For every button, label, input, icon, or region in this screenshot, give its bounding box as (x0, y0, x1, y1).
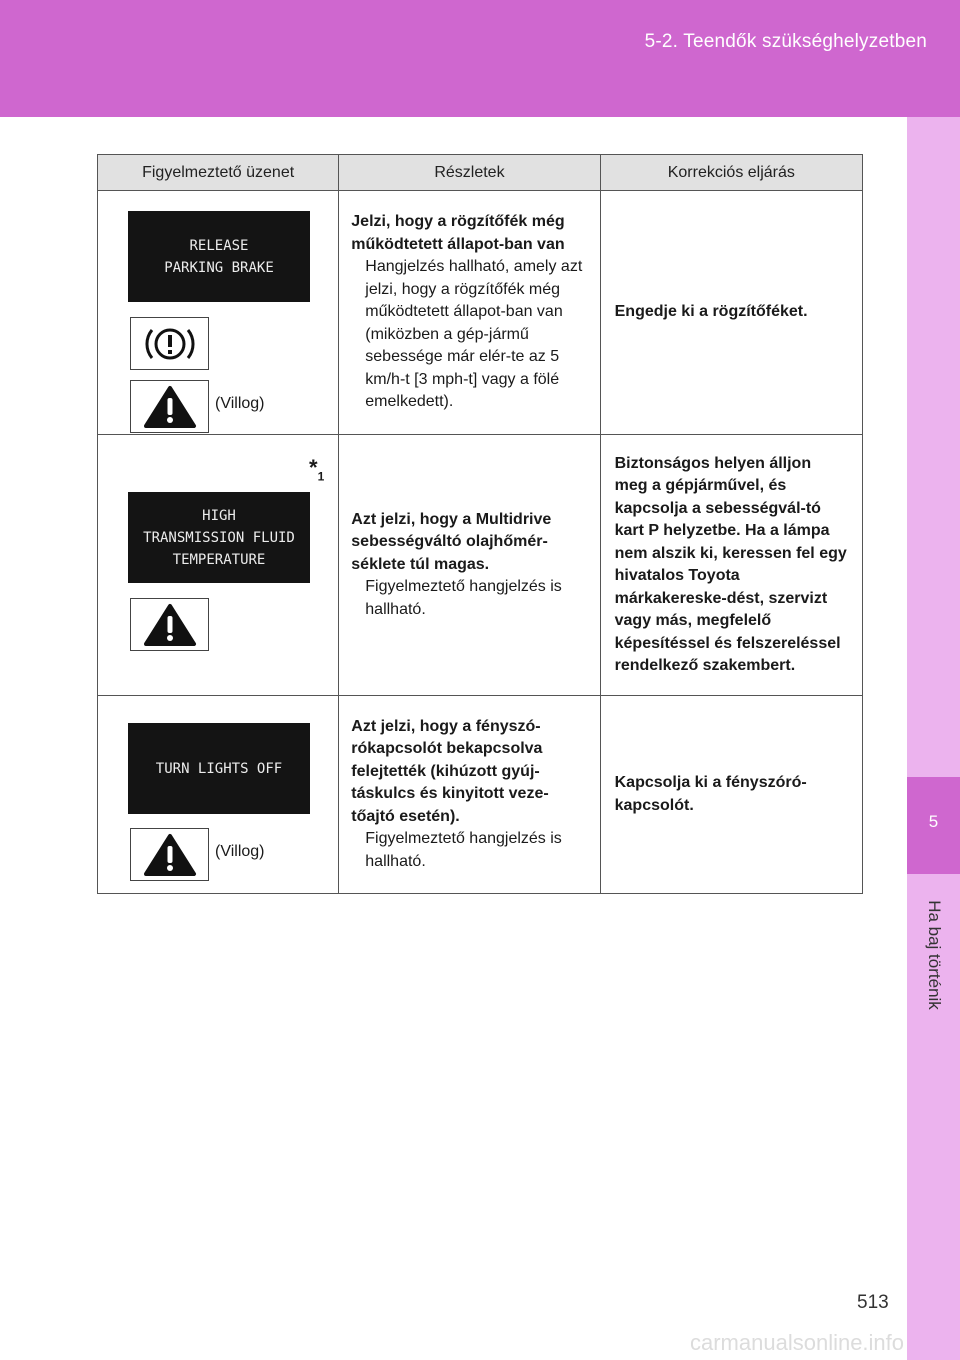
footnote-number: 1 (317, 469, 325, 484)
correction-cell: Biztonságos helyen álljon meg a gépjárművel, és kapcsolja a sebességvál-tó kart P helyzetbe. Ha a lámpa nem alszik ki, keressen fel egy hivatalos Toyota márkakereske-dést, szervizt vagy más, megfelelő képesítéssel és felszereléssel rendelkező szakembert. (600, 435, 862, 696)
master-warning-icon (130, 828, 209, 881)
blinking-note: (Villog) (215, 843, 265, 860)
brake-warning-icon (130, 317, 209, 370)
details-cell (339, 191, 600, 435)
details-note: Figyelmeztető hangjelzés is hallható. (365, 830, 562, 870)
display-release-parking-brake (128, 211, 310, 302)
message-cell (98, 191, 339, 435)
display-line: RELEASE (189, 237, 249, 254)
column-header-correction: Korrekciós eljárás (600, 155, 862, 191)
page-header (0, 0, 960, 117)
master-warning-icon (130, 380, 209, 433)
display-turn-lights-off (128, 723, 310, 814)
footnote-star: * (309, 455, 318, 480)
display-line: HIGH (202, 507, 236, 524)
page-number: 513 (857, 1292, 889, 1313)
display-line: TURN LIGHTS OFF (155, 760, 283, 777)
correction-cell: Kapcsolja ki a fényszóró-kapcsolót. (600, 696, 862, 894)
details-summary: Azt jelzi, hogy a Multidrive sebességváltó olajhőmér-séklete túl magas. (351, 510, 552, 573)
blinking-note: (Villog) (215, 395, 265, 412)
table-row (98, 191, 863, 435)
display-high-transmission-fluid-temperature (128, 492, 310, 583)
display-line: PARKING BRAKE (164, 259, 274, 276)
master-warning-icon (130, 598, 209, 651)
warning-message-table (97, 154, 863, 894)
message-cell (98, 435, 339, 696)
table-row (98, 696, 863, 894)
table-row (98, 435, 863, 696)
column-header-message: Figyelmeztető üzenet (98, 155, 339, 191)
chapter-label: Ha baj történik (925, 900, 944, 1010)
details-note: Hangjelzés hallható, amely azt jelzi, hogy a rögzítőfék még működtetett állapot-ban van (miközben a gép-jármű sebessége már elér-te az 5 km/h-t [3 mph-t] vagy a fölé emelkedett). (365, 258, 583, 411)
display-line: TRANSMISSION FLUID (143, 529, 295, 546)
chapter-number: 5 (907, 777, 960, 874)
details-note: Figyelmeztető hangjelzés is hallható. (365, 578, 562, 618)
chapter-side-tab (907, 117, 960, 1360)
details-cell (339, 696, 600, 894)
column-header-details: Részletek (339, 155, 600, 191)
message-cell (98, 696, 339, 894)
footnote-marker (309, 455, 324, 483)
details-cell (339, 435, 600, 696)
section-title: 5-2. Teendők szükséghelyzetben (644, 31, 927, 52)
details-summary: Azt jelzi, hogy a fényszó-rókapcsolót bekapcsolva felejtették (kihúzott gyúj-táskulcs és kinyitott veze-tőajtó esetén). (351, 717, 549, 825)
watermark: carmanualsonline.info (690, 1330, 905, 1355)
display-line: TEMPERATURE (172, 551, 266, 568)
correction-cell: Engedje ki a rögzítőféket. (600, 191, 862, 435)
table-header-row (98, 155, 863, 191)
details-summary: Jelzi, hogy a rögzítőfék még működtetett állapot-ban van (351, 213, 565, 253)
